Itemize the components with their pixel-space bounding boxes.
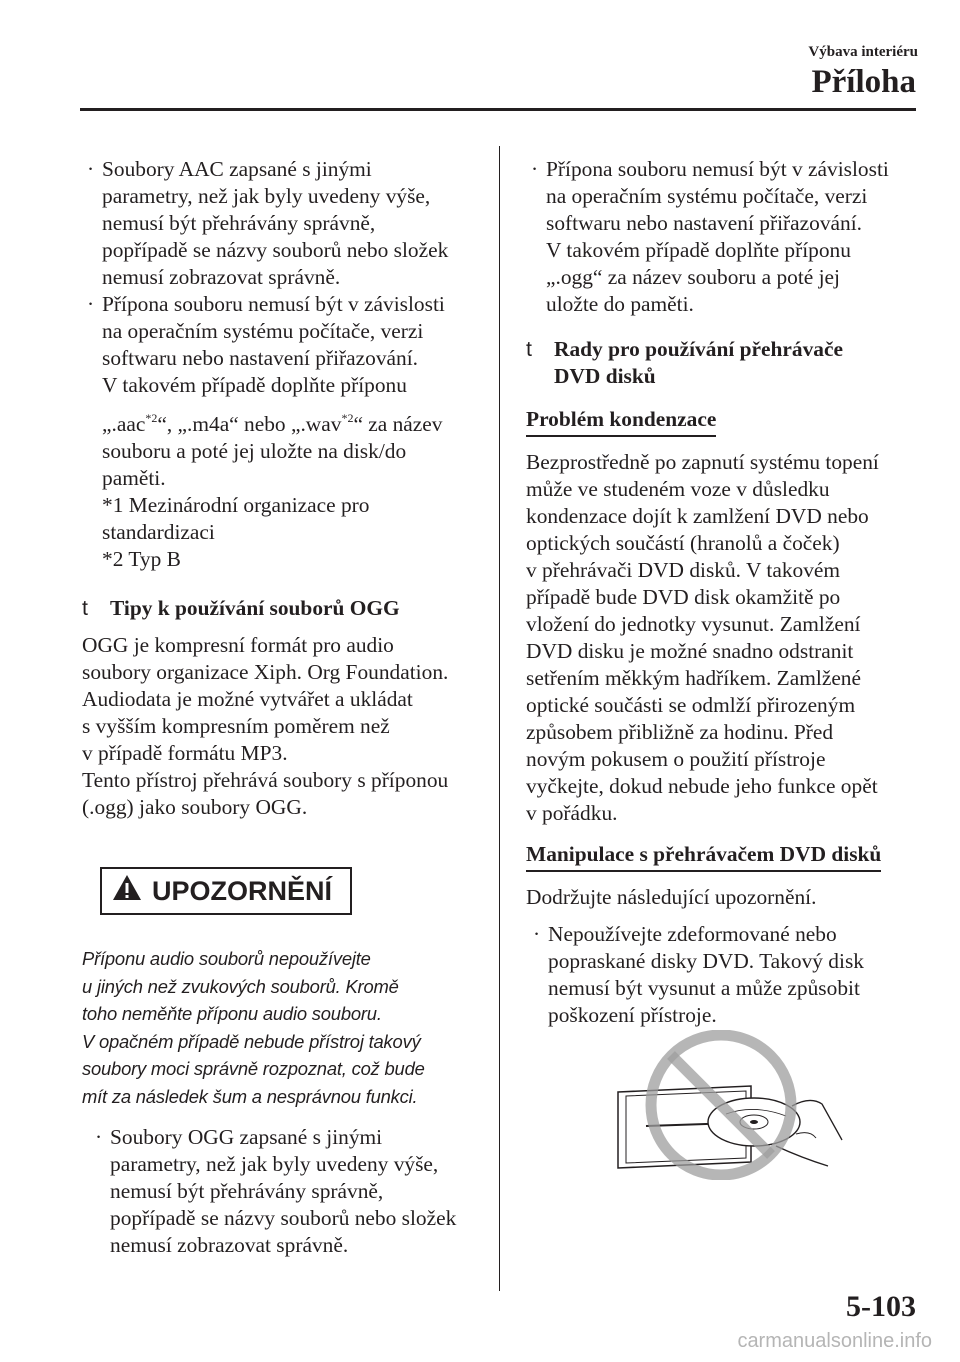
bullet-aac — [82, 156, 482, 291]
text-line: způsobem přibližně za hodinu. Před — [526, 720, 834, 744]
footnote-2: *2 Typ B — [102, 547, 181, 571]
heading-text: Rady pro používání přehrávače — [554, 337, 843, 361]
text-line: v pořádku. — [526, 801, 618, 825]
bullet-ogg — [90, 1124, 482, 1259]
text-line: nemusí být vysunut a může způsobit — [548, 976, 860, 1000]
text-line: V opačném případě nebude přístroj takový — [82, 1030, 421, 1052]
text-line: paměti. — [102, 466, 166, 490]
bullet-dot: · — [531, 157, 539, 181]
text-line: nemusí být přehrávány správně, — [110, 1179, 384, 1203]
left-column — [82, 156, 482, 1259]
text-line: soubory organizace Xiph. Org Foundation. — [82, 660, 449, 684]
bullet-ogg-extension — [526, 156, 918, 318]
text-line: parametry, než jak byly uvedeny výše, — [102, 184, 431, 208]
bullet-dot: · — [95, 1125, 103, 1149]
text-line: nemusí být přehrávány správně, — [102, 211, 376, 235]
text-line: souboru a poté jej uložte na disk/do — [102, 439, 407, 463]
ext-aac: „.aac — [102, 412, 146, 436]
text-line: Příponu audio souborů nepoužívejte — [82, 948, 371, 969]
ogg-paragraph — [82, 632, 482, 821]
text-line: popřípadě se názvy souborů nebo složek — [102, 238, 449, 262]
text-line: „.ogg“ za název souboru a poté jej — [546, 265, 840, 289]
text-line: vložení do jednotky vysunut. Zamlžení — [526, 612, 861, 636]
text-line: nemusí zobrazovat správně. — [102, 265, 341, 289]
text-line: poškození přístroje. — [548, 1003, 717, 1027]
caution-text — [82, 945, 482, 1110]
text-line: Nepoužívejte zdeformované nebo — [548, 922, 837, 946]
text-line: Tento přístroj přehrává soubory s příponou — [82, 768, 449, 792]
text-line: novým pokusem o použití přístroje — [526, 747, 826, 771]
subheading-handling: Manipulace s přehrávačem DVD disků — [526, 841, 881, 872]
subheading-condensation: Problém kondenzace — [526, 406, 716, 437]
bullet-dot: · — [533, 922, 541, 946]
text-line: softwaru nebo nastavení přiřazování. — [546, 211, 862, 235]
bullet-dot: · — [87, 157, 95, 181]
heading-dvd — [526, 336, 918, 390]
text-line: V takovém případě doplňte příponu — [102, 373, 407, 397]
text-line: Přípona souboru nemusí být v závislosti — [546, 157, 889, 181]
bullet-dot: · — [87, 292, 95, 316]
watermark: carmanualsonline.info — [737, 1330, 932, 1352]
text-line: Audiodata je možné vytvářet a ukládat — [82, 687, 413, 711]
right-column — [526, 156, 918, 1029]
text-line: v přehrávači DVD disků. V takovém — [526, 558, 841, 582]
text-line: na operačním systému počítače, verzi — [546, 184, 868, 208]
warning-label: UPOZORNĚNÍ — [152, 875, 333, 906]
text-line: na operačním systému počítače, verzi — [102, 319, 424, 343]
column-divider — [499, 146, 500, 1291]
text-line: případě bude DVD disk okamžitě po — [526, 585, 841, 609]
heading-ogg — [82, 595, 482, 622]
bullet-damaged-discs — [528, 921, 918, 1029]
text-line: optických součástí (hranolů a čoček) — [526, 531, 840, 555]
bullet-extension — [82, 291, 482, 573]
heading-text: DVD disků — [554, 364, 656, 388]
text-line: uložte do paměti. — [546, 292, 694, 316]
text-line: parametry, než jak byly uvedeny výše, — [110, 1152, 439, 1176]
page-title: Příloha — [811, 64, 916, 100]
page-number: 5-103 — [846, 1290, 916, 1323]
text-line: OGG je kompresní formát pro audio — [82, 633, 394, 657]
text-line: Soubory AAC zapsané s jinými — [102, 157, 372, 181]
text-line: vyčkejte, dokud nebude jeho funkce opět — [526, 774, 878, 798]
text-line: standardizaci — [102, 520, 215, 544]
text-line: Soubory OGG zapsané s jinými — [110, 1125, 383, 1149]
text-line: soubory moci správně rozpoznat, což bude — [82, 1058, 425, 1079]
extension-line — [102, 405, 482, 438]
heading-marker: t — [526, 337, 532, 361]
text-line: popřípadě se názvy souborů nebo složek — [110, 1206, 457, 1230]
text-line: u jiných než zvukových souborů. Kromě — [82, 975, 399, 997]
text-line: (.ogg) jako soubory OGG. — [82, 795, 308, 819]
section-label: Výbava interiéru — [808, 44, 918, 60]
text-line: optické součásti se odmlží přirozeným — [526, 693, 856, 717]
footnote-ref: *2 — [145, 411, 158, 425]
text-line: s vyšším kompresním poměrem než — [82, 714, 390, 738]
text-line: nemusí zobrazovat správně. — [110, 1233, 349, 1257]
ext-tail: “ za název — [353, 412, 443, 436]
condensation-paragraph — [526, 449, 918, 827]
handling-paragraph: Dodržujte následující upozornění. — [526, 885, 817, 909]
text-line: v případě formátu MP3. — [82, 741, 288, 765]
heading-marker: t — [82, 596, 88, 620]
text-line: setřením měkkým hadříkem. Zamlžené — [526, 666, 862, 690]
text-line: popraskané disky DVD. Takový disk — [548, 949, 864, 973]
no-damaged-disc-illustration — [596, 1030, 846, 1180]
text-line: DVD disku je možné snadno odstranit — [526, 639, 854, 663]
text-line: může ve studeném voze v důsledku — [526, 477, 830, 501]
heading-text: Tipy k používání souborů OGG — [110, 596, 400, 620]
text-line: V takovém případě doplňte příponu — [546, 238, 851, 262]
header-rule — [80, 108, 916, 111]
footnote-1: *1 Mezinárodní organizace pro — [102, 493, 370, 517]
text-line: mít za následek šum a nesprávnou funkci. — [82, 1085, 418, 1107]
text-line: softwaru nebo nastavení přiřazování. — [102, 346, 418, 370]
text-line: Bezprostředně po zapnutí systému topení — [526, 450, 879, 474]
footnote-ref: *2 — [341, 411, 354, 425]
text-line: toho neměňte příponu audio souboru. — [82, 1003, 382, 1024]
warning-icon — [112, 874, 142, 908]
text-line: Přípona souboru nemusí být v závislosti — [102, 292, 445, 316]
ext-m4a-wav: “, „.m4a“ nebo „.wav — [157, 412, 342, 436]
warning-box — [100, 867, 352, 915]
text-line: kondenzace dojít k zamlžení DVD nebo — [526, 504, 869, 528]
